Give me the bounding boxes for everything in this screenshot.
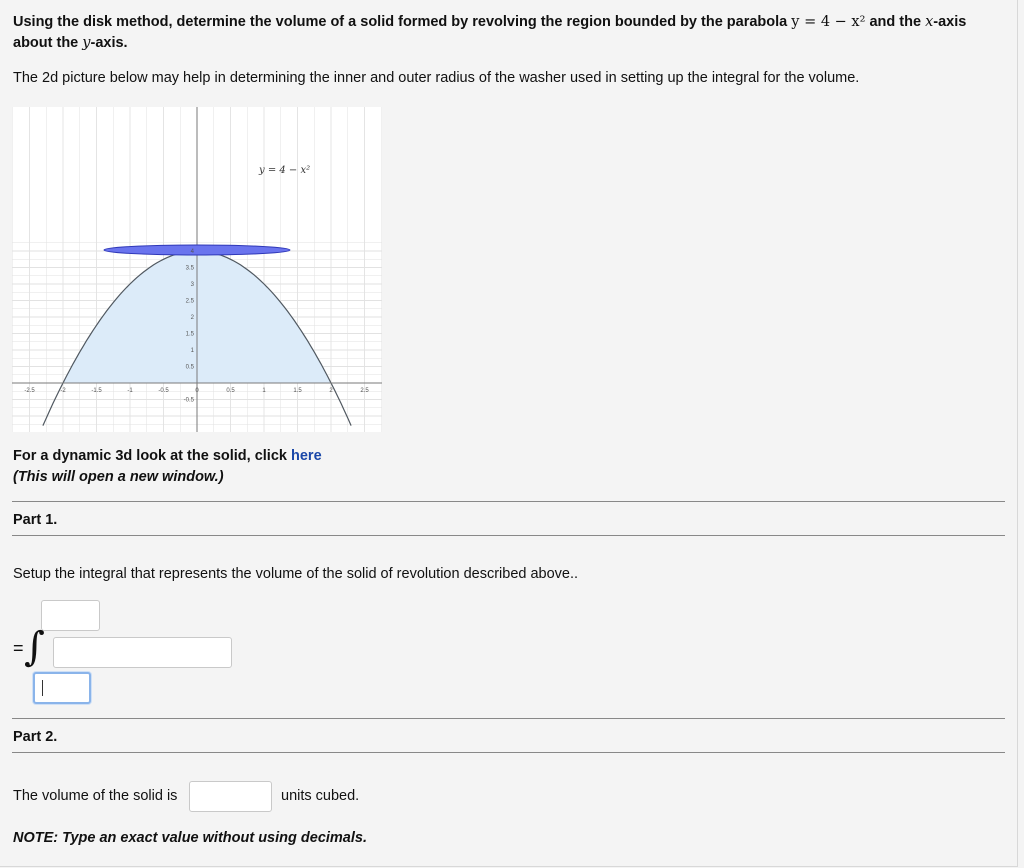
here-link[interactable]: here	[291, 448, 322, 464]
part2-label: Part 2.	[13, 729, 58, 745]
upper-limit-input[interactable]	[41, 600, 100, 631]
region-graph	[12, 107, 382, 432]
divider	[12, 501, 1005, 502]
lower-limit-input[interactable]	[33, 672, 91, 704]
volume-input[interactable]	[189, 781, 272, 812]
y-tick-label: 4	[190, 249, 194, 255]
divider	[12, 752, 1005, 753]
x-tick-label: -2	[60, 388, 66, 394]
y-tick-label: 3	[190, 282, 194, 288]
x-tick-label: 2.5	[360, 388, 369, 394]
curve-label: y = 4 − x²	[259, 165, 311, 176]
integrand-input[interactable]	[53, 637, 232, 668]
x-tick-label: -0.5	[158, 388, 169, 394]
x-tick-label: -1.5	[91, 388, 102, 394]
y-tick-label: 0.5	[185, 364, 194, 371]
x-tick-label: 1.5	[293, 388, 302, 394]
new-window-note: (This will open a new window.)	[13, 469, 224, 485]
y-tick-label: -0.5	[183, 397, 194, 404]
divider	[12, 535, 1005, 536]
x-tick-label: 2	[329, 388, 333, 394]
text-cursor	[42, 680, 43, 696]
x-tick-label: -1	[127, 388, 133, 394]
hint-text: The 2d picture below may help in determining the inner and outer radius of the washer used in setting up the integral for the volume.	[13, 70, 860, 86]
equation: y = 4 − x²	[791, 14, 866, 30]
x-tick-label: 0	[195, 388, 199, 394]
washer-disk	[104, 245, 290, 255]
x-tick-label: 0.5	[226, 388, 235, 394]
volume-suffix: units cubed.	[281, 788, 360, 804]
part1-label: Part 1.	[13, 512, 58, 528]
question-text: Using the disk method, determine the volume of a solid formed by revolving the region bounded by the parabola y = 4 − x² and the x-axis about the y-axis.	[13, 14, 967, 51]
note-text: NOTE: Type an exact value without using decimals.	[13, 830, 367, 846]
y-tick-label: 1.5	[185, 331, 194, 338]
x-tick-label: 1	[262, 388, 266, 394]
integral-sign: ∫	[24, 624, 45, 670]
divider	[12, 718, 1005, 719]
volume-prefix: The volume of the solid is	[13, 788, 178, 804]
dynamic-link-block: For a dynamic 3d look at the solid, click here (This will open a new window.)	[13, 446, 322, 488]
y-tick-label: 2.5	[185, 298, 194, 305]
setup-instruction: Setup the integral that represents the volume of the solid of revolution described above..	[13, 566, 579, 582]
y-tick-label: 2	[190, 315, 194, 321]
y-tick-label: 3.5	[185, 265, 194, 272]
x-tick-label: -2.5	[24, 388, 35, 394]
y-tick-label: 1	[190, 348, 194, 354]
equals-sign: =	[13, 638, 24, 658]
